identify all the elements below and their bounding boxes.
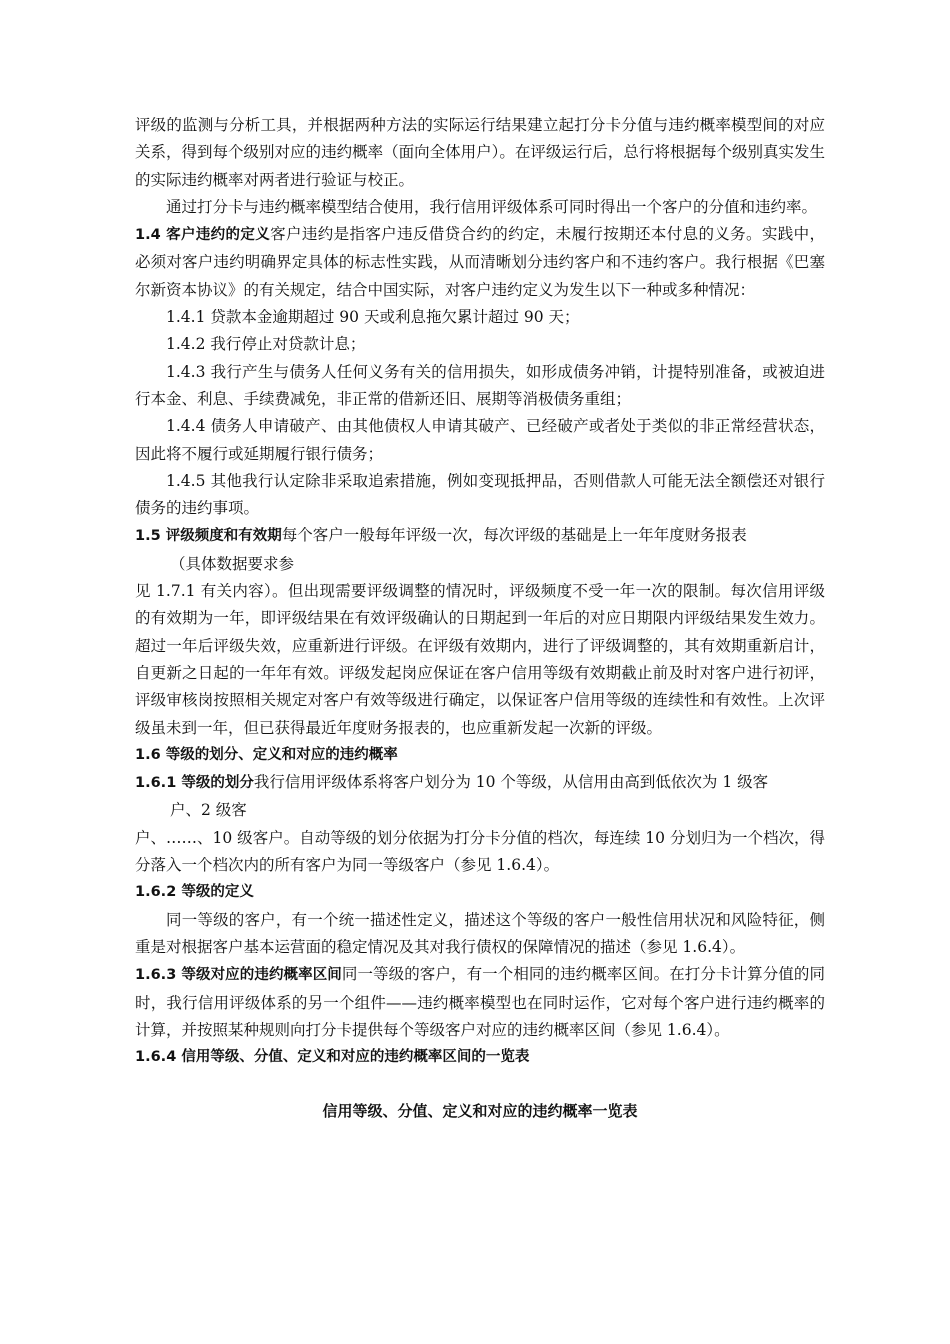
- section-1-5-heading: 1.5 评级频度和有效期: [135, 528, 282, 545]
- section-1-6-2-heading: 1.6.2 等级的定义: [135, 884, 254, 901]
- document-page: [135, 112, 825, 1126]
- section-1-5-body-3: 见 1.7.1 有关内容）。但出现需要评级调整的情况时，评级频度不受一年一次的限制。每次信用评级的有效期为一年，即评级结果在有效评级确认的日期起到一年后的对应日期限内评级结果发生效力。超过一年后评级失效，应重新进行评级。在评级有效期内，进行了评级调整的，其有效期重新启计，自更新之日起的一年年有效。评级发起岗应保证在客户信用等级有效期截止前及时对客户进行初评，评级审核岗按照相关规定对客户有效等级进行确定，以保证客户信用等级的连续性和有效性。上次评级虽未到一年，但已获得最近年度财务报表的，也应重新发起一次新的评级。: [135, 582, 825, 737]
- section-1-6-1-body-1: 我行信用评级体系将客户划分为 10 个等级，从信用由高到低依次为 1 级客: [253, 773, 769, 792]
- section-1-6-1-body-2: 户、2 级客: [170, 801, 247, 820]
- item-1-4-3: 1.4.3 我行产生与债务人任何义务有关的信用损失，如形成债务冲销，计提特别准备，或被迫进行本金、利息、手续费减免，非正常的借新还旧、展期等消极债务重组；: [135, 362, 825, 408]
- section-1-6-heading: 1.6 等级的划分、定义和对应的违约概率: [135, 746, 398, 763]
- section-1-4-body: 客户违约是指客户违反借贷合约的约定，未履行按期还本付息的义务。实践中，必须对客户违约明确界定具体的标志性实践，从而清晰划分违约客户和不违约客户。我行根据《巴塞尔新资本协议》的有关规定，结合中国实际，对客户违约定义为发生以下一种或多种情况：: [135, 225, 825, 299]
- section-1-5: [135, 522, 825, 550]
- section-1-6-3-heading: 1.6.3 等级对应的违约概率区间: [135, 967, 342, 984]
- item-1-4-5: 1.4.5 其他我行认定除非采取追索措施，例如变现抵押品，否则借款人可能无法全额偿还对银行债务的违约事项。: [135, 471, 825, 518]
- section-1-6-3-body: 同一等级的客户，有一个相同的违约概率区间。在打分卡计算分值的同时，我行信用评级体系的另一个组件——违约概率模型也在同时运作，它对每个客户进行违约概率的计算，并按照某种规则向打分卡提供每个等级客户对应的违约概率区间（参见 1.6.4）。: [135, 965, 825, 1039]
- section-1-6-1-heading: 1.6.1 等级的划分: [135, 775, 254, 792]
- section-1-5-body-2: （具体数据要求参: [170, 554, 295, 573]
- paragraph-scorecard-combination: 通过打分卡与违约概率模型结合使用，我行信用评级体系可同时得出一个客户的分值和违约率。: [166, 197, 818, 216]
- section-1-5-body-1: 每个客户一般每年评级一次，每次评级的基础是上一年年度财务报表: [281, 526, 747, 545]
- section-1-6-3: [135, 961, 825, 1044]
- section-1-6-1-body-3: 户、……、10 级客户。自动等级的划分依据为打分卡分值的档次，每连续 10 分划归为一个档次，得分落入一个档次内的所有客户为同一等级客户（参见 1.6.4）。: [135, 828, 825, 875]
- section-1-6-1: [135, 769, 825, 797]
- item-1-4-1: 1.4.1 贷款本金逾期超过 90 天或利息拖欠累计超过 90 天；: [166, 308, 580, 327]
- table-title: 信用等级、分值、定义和对应的违约概率一览表: [322, 1102, 638, 1121]
- item-1-4-2: 1.4.2 我行停止对贷款计息；: [166, 335, 366, 354]
- section-1-4: [135, 221, 825, 304]
- paragraph-rating-tools: 评级的监测与分析工具，并根据两种方法的实际运行结果建立起打分卡分值与违约概率模型间的对应关系，得到每个级别对应的违约概率（面向全体用户）。在评级运行后，总行将根据每个级别真实发生的实际违约概率对两者进行验证与校正。: [135, 116, 825, 189]
- item-1-4-4: 1.4.4 债务人申请破产、由其他债权人申请其破产、已经破产或者处于类似的非正常经营状态，因此将不履行或延期履行银行债务；: [135, 417, 825, 463]
- section-1-4-heading: 1.4 客户违约的定义: [135, 227, 271, 244]
- section-1-6-2-body: 同一等级的客户，有一个统一描述性定义，描述这个等级的客户一般性信用状况和风险特征，侧重是对根据客户基本运营面的稳定情况及其对我行债权的保障情况的描述（参见 1.6.4）。: [135, 910, 825, 956]
- section-1-6-4-heading: 1.6.4 信用等级、分值、定义和对应的违约概率区间的一览表: [135, 1049, 530, 1066]
